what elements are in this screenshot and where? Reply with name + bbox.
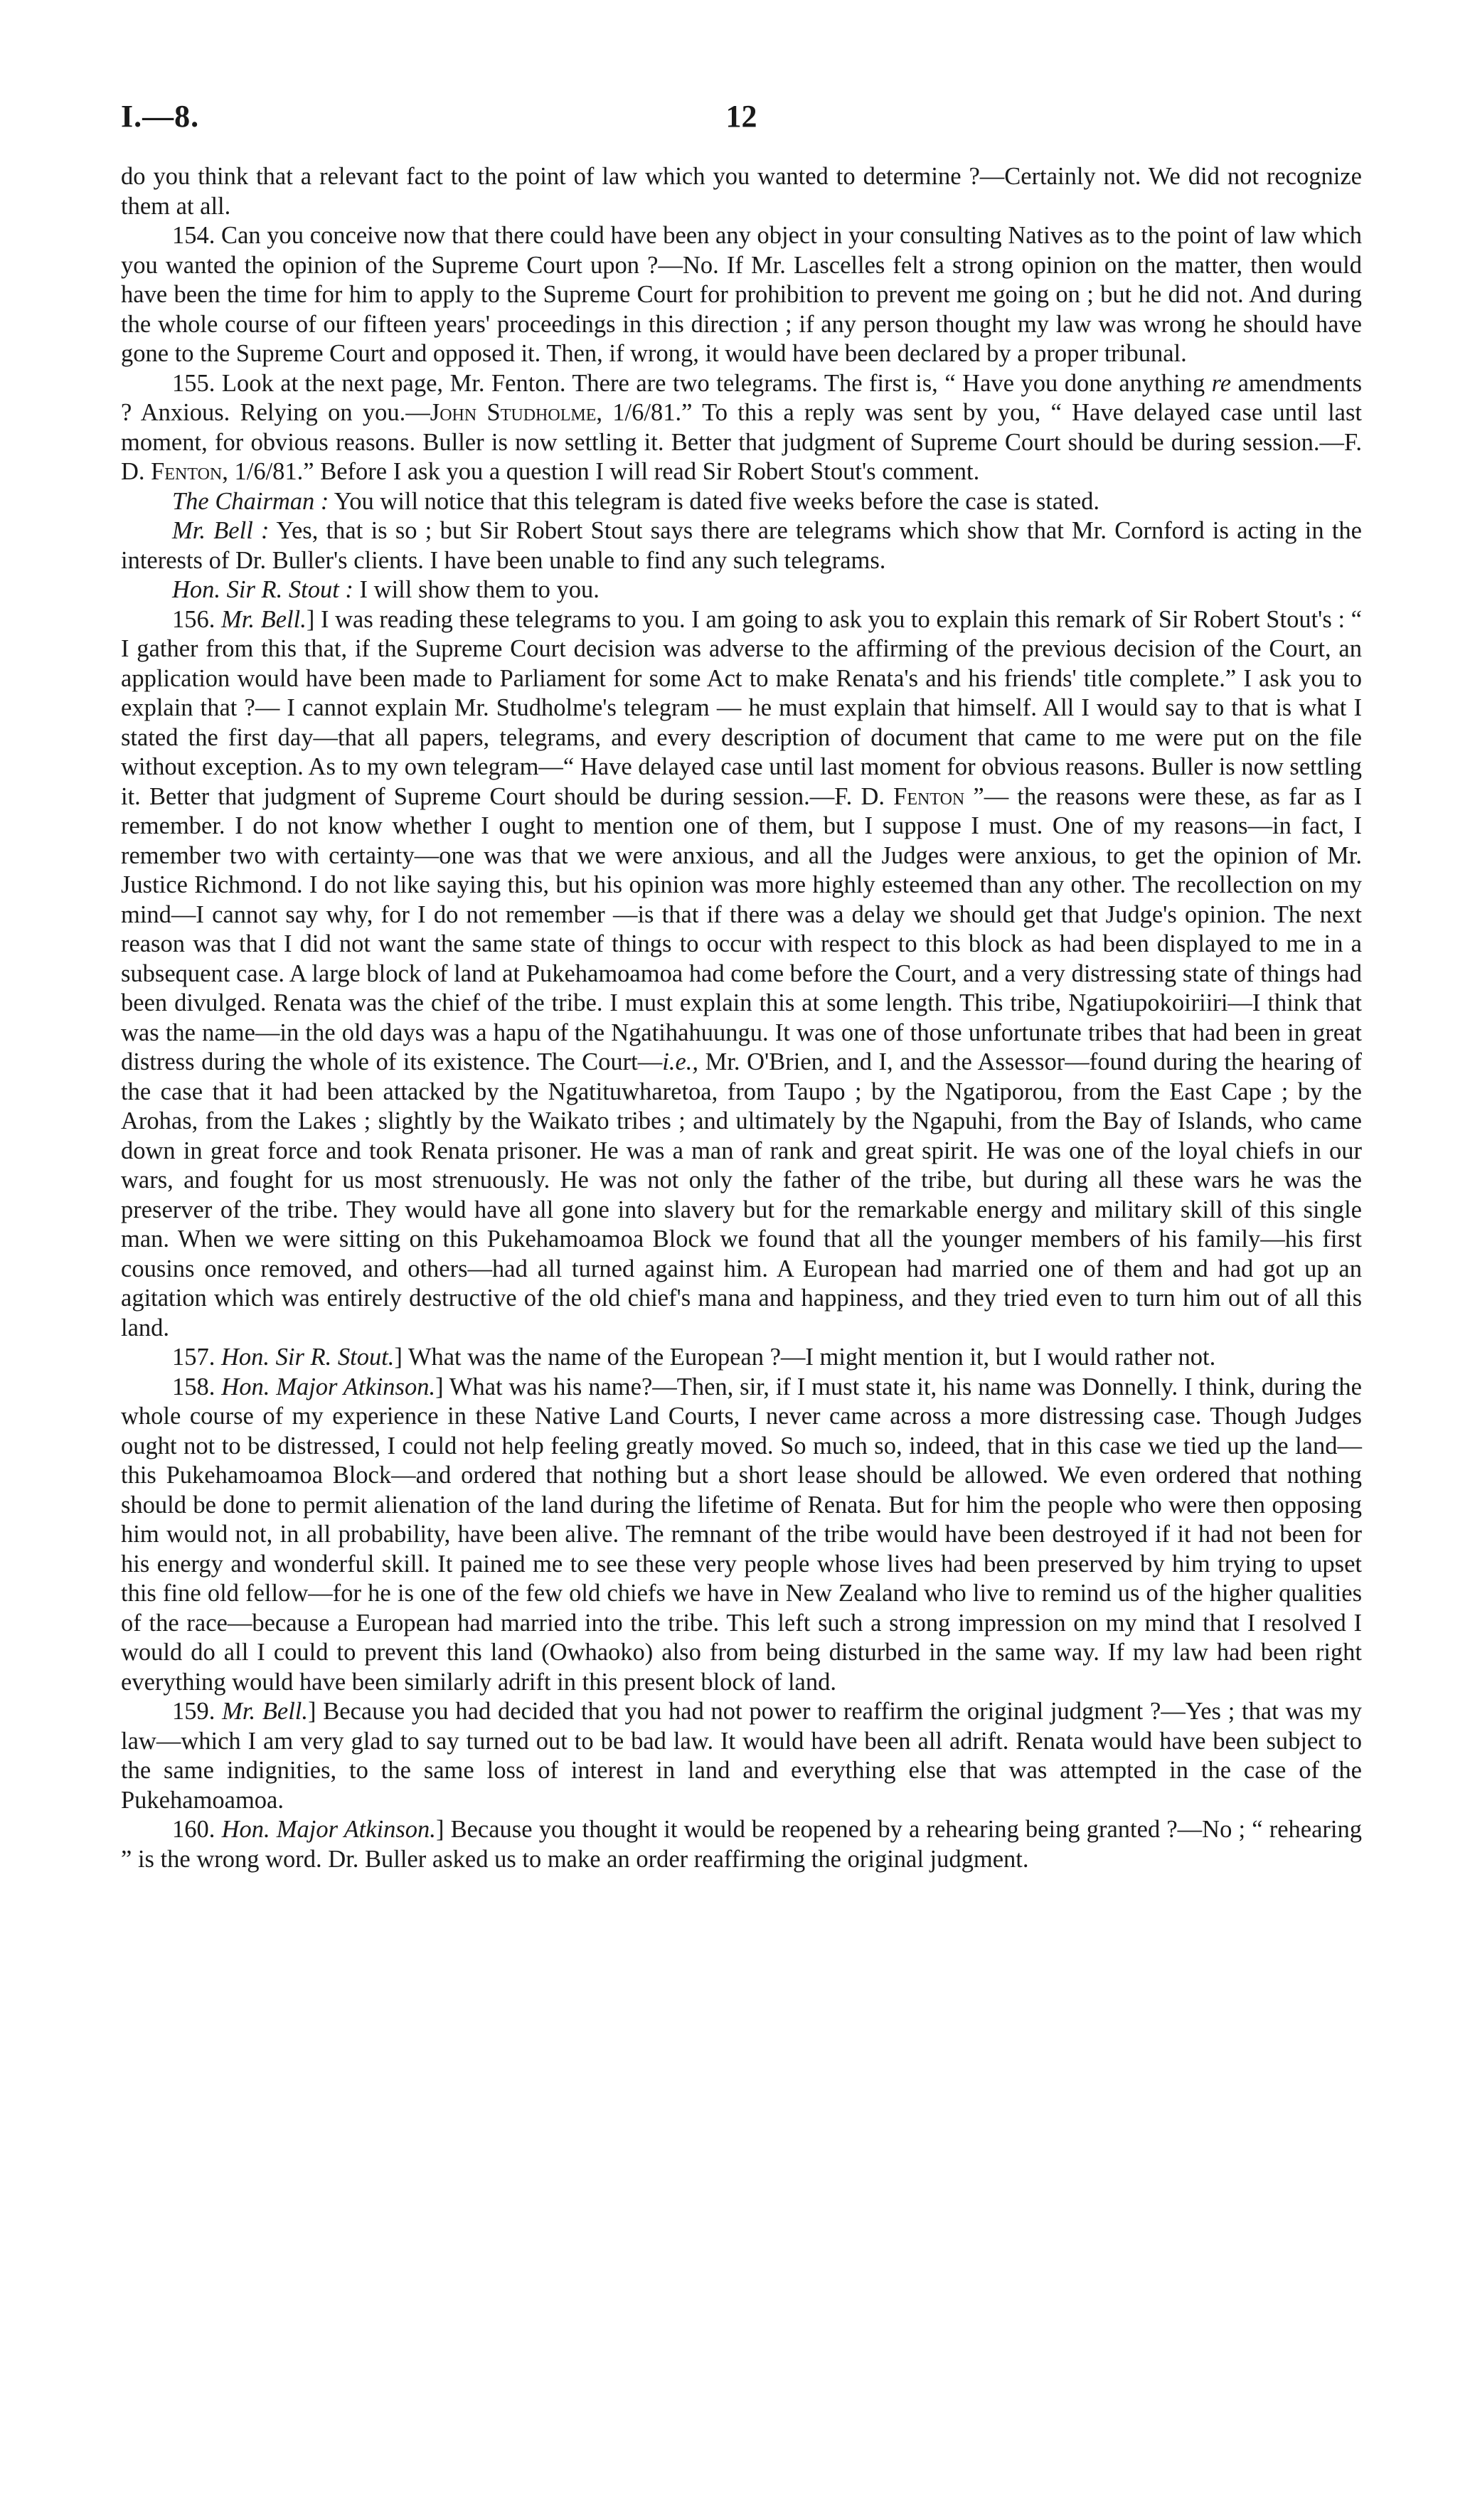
- text-run: 154. Can you conceive now that there could have been any object in your consulting Natives as to the point of law which you wanted the opinion of the Supreme Court upon ?—No. If Mr. Lascelles felt a strong opinion on the matter, then would have been the time for him to apply to the Supreme Court for prohibition to prevent me going on ; but he did not. And during the whole course of our fifteen years' proceedings in this direction ; if any person thought my law was wrong he should have gone to the Supreme Court and opposed it. Then, if wrong, it would have been declared by a proper tribunal.: [121, 222, 1362, 367]
- paragraph-q159: [121, 1697, 1362, 1815]
- paragraph-q156: [121, 605, 1362, 1344]
- text-run: You will notice that this telegram is dated five weeks before the case is stated.: [329, 487, 1100, 515]
- paragraph-continuation: [121, 162, 1362, 221]
- text-run: ] I was reading these telegrams to you. I am going to ask you to explain this remark of Sir Robert Stout's : “ I gather from this that, if the Supreme Court decision was adverse to the affirming of the previous decision of the Court, an application would have been made to Parliament for some Act to make Renata's and his friends' title complete.” I ask you to explain that ?— I cannot explain Mr. Studholme's telegram — he must explain that himself. All I would say to that is what I stated the first day—that all papers, telegrams, and every description of document that came to me were put on the file without exception. As to my own telegram—“ Have delayed case until last moment for obvious reasons. Buller is now settling it. Better that judgment of Supreme Court should be during session.—F. D.: [121, 605, 1362, 810]
- text-run: , 1/6/81.” To this a reply was sent by you, “ Have delayed case until last moment, for obvious reasons. Buller is now settling it. Better that judgment of Supreme Court should be during session.—F. D.: [121, 399, 1362, 485]
- page-header: [121, 98, 1362, 141]
- paragraph-q155: [121, 369, 1362, 487]
- text-run: amendments ? Anxious. Relying on you.—: [121, 369, 1362, 426]
- paragraph-q158: [121, 1373, 1362, 1698]
- italic-text: Hon. Major Atkinson.: [221, 1816, 436, 1843]
- body-text: [121, 162, 1362, 1874]
- small-caps-name: Fenton: [893, 782, 965, 810]
- text-run: do you think that a relevant fact to the point of law which you wanted to determine ?—Certainly not. We did not recognize them at all.: [121, 163, 1362, 220]
- small-caps-name: John Studholme: [430, 399, 597, 426]
- text-run: ”— the reasons were these, as far as I remember. I do not know whether I ought to mention one of them, but I suppose I must. One of my reasons—in fact, I remember two with certainty—one was that we were anxious, and all the Judges were anxious, to get the opinion of Mr. Justice Richmond. I do not like saying this, but his opinion was more highly esteemed than any other. The recollection on my mind—I cannot say why, for I do not remember —is that if there was a delay we should get that Judge's opinion. The next reason was that I did not want the same state of things to occur with respect to this block as had been displayed to me in a subsequent case. A large block of land at Pukehamoamoa had come before the Court, and a very distressing state of things had been divulged. Renata was the chief of the tribe. I must explain this at some length. This tribe, Ngatiupokoiriiri—I think that was the name—in the old days was a hapu of the Ngatihahuungu. It was one of those unfortunate tribes that had been in great distress during the whole of its existence. The Court—: [121, 782, 1362, 1075]
- paragraph-q154: [121, 221, 1362, 369]
- italic-text: Hon. Major Atkinson.: [221, 1373, 436, 1400]
- text-run: ] Because you thought it would be reopened by a rehearing being granted ?—No ; “ rehearing ” is the wrong word. Dr. Buller asked us to make an order reaffirming the original judgment.: [121, 1816, 1363, 1873]
- paragraph-q160: [121, 1815, 1362, 1874]
- italic-text: re: [1211, 369, 1232, 397]
- text-run: I will show them to you.: [353, 576, 600, 603]
- italic-text: The Chairman :: [172, 487, 329, 515]
- text-run: Mr. O'Brien, and I, and the Assessor—found during the hearing of the case that it had been attacked by the Ngatituwharetoa, from Taupo ; by the Ngatiporou, from the East Cape ; by the Arohas, from the Lakes ; slightly by the Waikato tribes ; and ultimately by the Ngapuhi, from the Bay of Islands, who came down in great force and took Renata prisoner. He was a man of rank and great spirit. He was one of the loyal chiefs in our wars, and fought for us most strenuously. He was not only the father of the tribe, but during all these wars he was the preserver of the tribe. They would have all gone into slavery but for the remarkable energy and military skill of this single man. When we were sitting on this Pukehamoamoa Block we found that all the younger members of his family—his first cousins once removed, and others—had all turned against him. A European had married one of them and had got up an agitation which was entirely destructive of the old chief's mana and happiness, and they tried even to turn him out of all this land.: [121, 1048, 1363, 1341]
- text-run: 155. Look at the next page, Mr. Fenton. There are two telegrams. The first is, “ Have you done anything: [172, 369, 1212, 397]
- italic-text: Hon. Sir R. Stout.: [221, 1344, 395, 1371]
- paragraph-q157: [121, 1343, 1362, 1373]
- small-caps-name: Fenton: [151, 458, 223, 485]
- text-run: 157.: [172, 1344, 221, 1371]
- text-run: , 1/6/81.” Before I ask you a question I will read Sir Robert Stout's comment.: [222, 458, 980, 485]
- paragraph-mr-bell: [121, 516, 1362, 575]
- text-run: 159.: [172, 1698, 223, 1725]
- text-run: 156.: [172, 605, 222, 633]
- italic-text: Hon. Sir R. Stout :: [172, 576, 353, 603]
- text-run: ] Because you had decided that you had not power to reaffirm the original judgment ?—Yes ; that was my law—which I am very glad to say turned out to be bad law. It would have been all adrift. Renata would have been subject to the same indignities, to the same loss of interest in land and everything else that was attempted in the case of the Pukehamoamoa.: [121, 1698, 1362, 1814]
- paragraph-sir-r-stout: [121, 575, 1362, 605]
- italic-text: i.e.,: [662, 1048, 699, 1075]
- page-number: 12: [725, 99, 757, 134]
- document-reference: I.—8.: [121, 99, 200, 134]
- text-run: ] What was the name of the European ?—I might mention it, but I would rather not.: [394, 1344, 1216, 1371]
- text-run: ] What was his name?—Then, sir, if I must state it, his name was Donnelly. I think, during the whole course of my experience in these Native Land Courts, I never came across a more distressing case. Though Judges ought not to be distressed, I could not help feeling greatly moved. So much so, indeed, that in this case we tied up the land—this Pukehamoamoa Block—and ordered that nothing but a short lease should be allowed. We even ordered that nothing should be done to permit alienation of the land during the lifetime of Renata. But for him the people who were then opposing him would not, in all probability, have been alive. The remnant of the tribe would have been destroyed if it had not been for his energy and wonderful skill. It pained me to see these very people whose lives had been preserved by him trying to upset this fine old fellow—for he is one of the few old chiefs we have in New Zealand who live to remind us of the higher qualities of the race—because a European had married into the tribe. This left such a strong impression on my mind that I resolved I would do all I could to prevent this land (Owhaoko) also from being disturbed in the same way. If my law had been right everything would have been similarly adrift in this present block of land.: [121, 1373, 1362, 1696]
- italic-text: Mr. Bell :: [172, 517, 270, 544]
- italic-text: Mr. Bell.: [221, 605, 307, 633]
- text-run: Yes, that is so ; but Sir Robert Stout says there are telegrams which show that Mr. Cornford is acting in the interests of Dr. Buller's clients. I have been unable to find any such telegrams.: [121, 517, 1362, 574]
- text-run: 158.: [172, 1373, 222, 1400]
- italic-text: Mr. Bell.: [222, 1698, 309, 1725]
- text-run: 160.: [172, 1816, 222, 1843]
- paragraph-chairman: [121, 487, 1362, 517]
